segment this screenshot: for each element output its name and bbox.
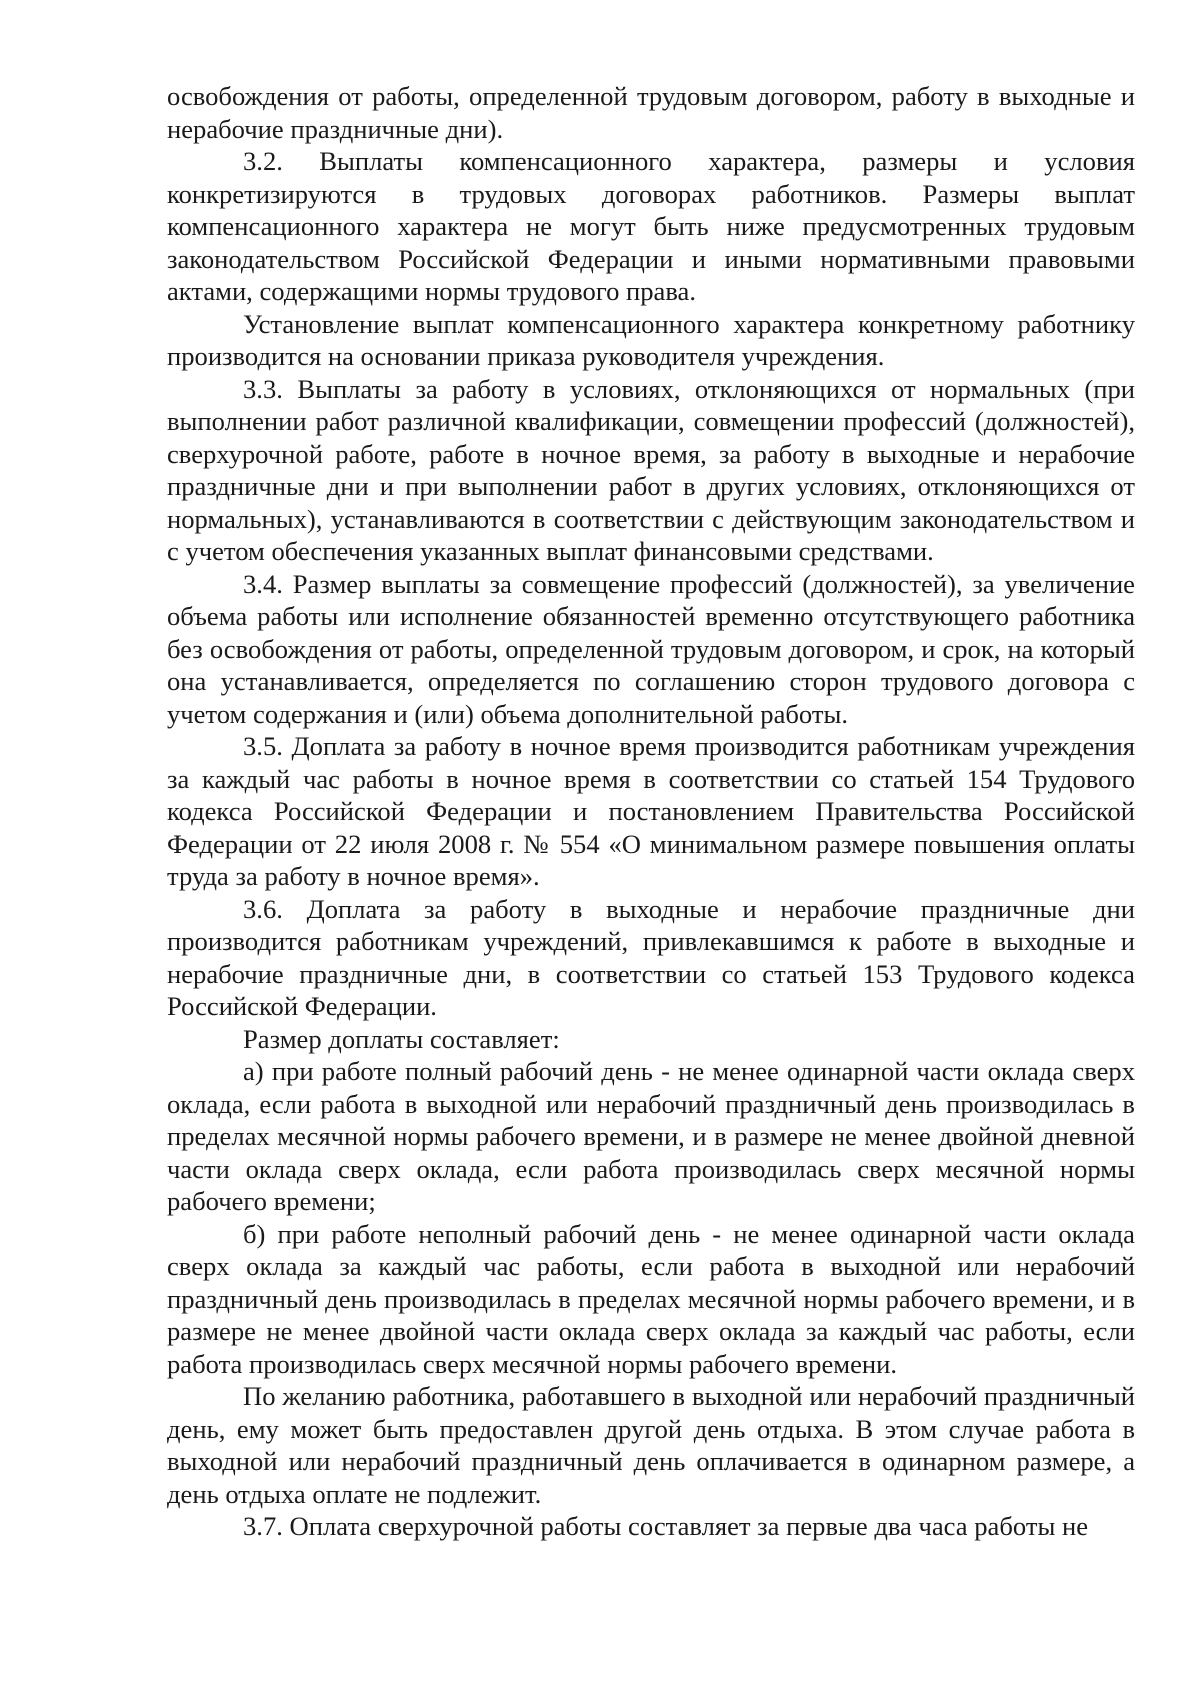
paragraph-3-5: 3.5. Доплата за работу в ночное время производится работникам учреждения за каждый час работы в ночное время в соответствии со статьей 154 Трудового кодекса Российской Федерации и постановлением Правительства Российской Федерации от 22 июля 2008 г. № 554 «О минимальном размере повышения оплаты труда за работу в ночное время». [167,731,1135,891]
paragraph-payment-size: Размер доплаты составляет: [243,1023,560,1054]
paragraph-3-3: 3.3. Выплаты за работу в условиях, отклоняющихся от нормальных (при выполнении работ различной квалификации, совмещении профессий (должностей), сверхурочной работе, работе в ночное время, за работу в выходные и нерабочие праздничные дни и при выполнении работ в других условиях, отклоняющихся от нормальных), устанавливаются в соответствии с действующим законодательством и с учетом обеспечения указанных выплат финансовыми средствами. [167,373,1135,566]
paragraph-3-2: 3.2. Выплаты компенсационного характера, размеры и условия конкретизируются в трудовых договорах работников. Размеры выплат компенсационного характера не могут быть ниже предусмотренных трудовым законодательством Российской Федерации и иными нормативными правовыми актами, содержащими нормы трудового права. [167,146,1135,306]
paragraph-continuation: освобождения от работы, определенной трудовым договором, работу в выходные и нерабочие праздничные дни). [167,81,1135,144]
paragraph-establishment: Установление выплат компенсационного характера конкретному работнику производится на основании приказа руководителя учреждения. [167,308,1135,371]
paragraph-3-7: 3.7. Оплата сверхурочной работы составляет за первые два часа работы не [243,1511,1089,1541]
paragraph-3-6: 3.6. Доплата за работу в выходные и нерабочие праздничные дни производится работникам учреждений, привлекавшимся к работе в выходные и нерабочие праздничные дни, в соответствии со статьей 153 Трудового кодекса Российской Федерации. [167,893,1135,1021]
paragraph-item-b: б) при работе неполный рабочий день - не менее одинарной части оклада сверх оклада за каждый час работы, если работа в выходной или нерабочий праздничный день производилась в пределах месячной нормы рабочего времени, и в размере не менее двойной части оклада сверх оклада за каждый час работы, если работа производилась сверх месячной нормы рабочего времени. [167,1218,1135,1379]
document-body [167,80,1135,1543]
paragraph-item-a: а) при работе полный рабочий день - не менее одинарной части оклада сверх оклада, если работа в выходной или нерабочий праздничный день производилась в пределах месячной нормы рабочего времени, и в размере не менее двойной дневной части оклада сверх оклада, если работа производилась сверх месячной нормы рабочего времени; [167,1056,1135,1216]
paragraph-day-off: По желанию работника, работавшего в выходной или нерабочий праздничный день, ему может быть предоставлен другой день отдыха. В этом случае работа в выходной или нерабочий праздничный день оплачивается в одинарном размере, а день отдыха оплате не подлежит. [167,1381,1135,1509]
paragraph-3-4: 3.4. Размер выплаты за совмещение профессий (должностей), за увеличение объема работы или исполнение обязанностей временно отсутствующего работника без освобождения от работы, определенной трудовым договором, и срок, на который она устанавливается, определяется по соглашению сторон трудового договора с учетом содержания и (или) объема дополнительной работы. [167,568,1135,729]
